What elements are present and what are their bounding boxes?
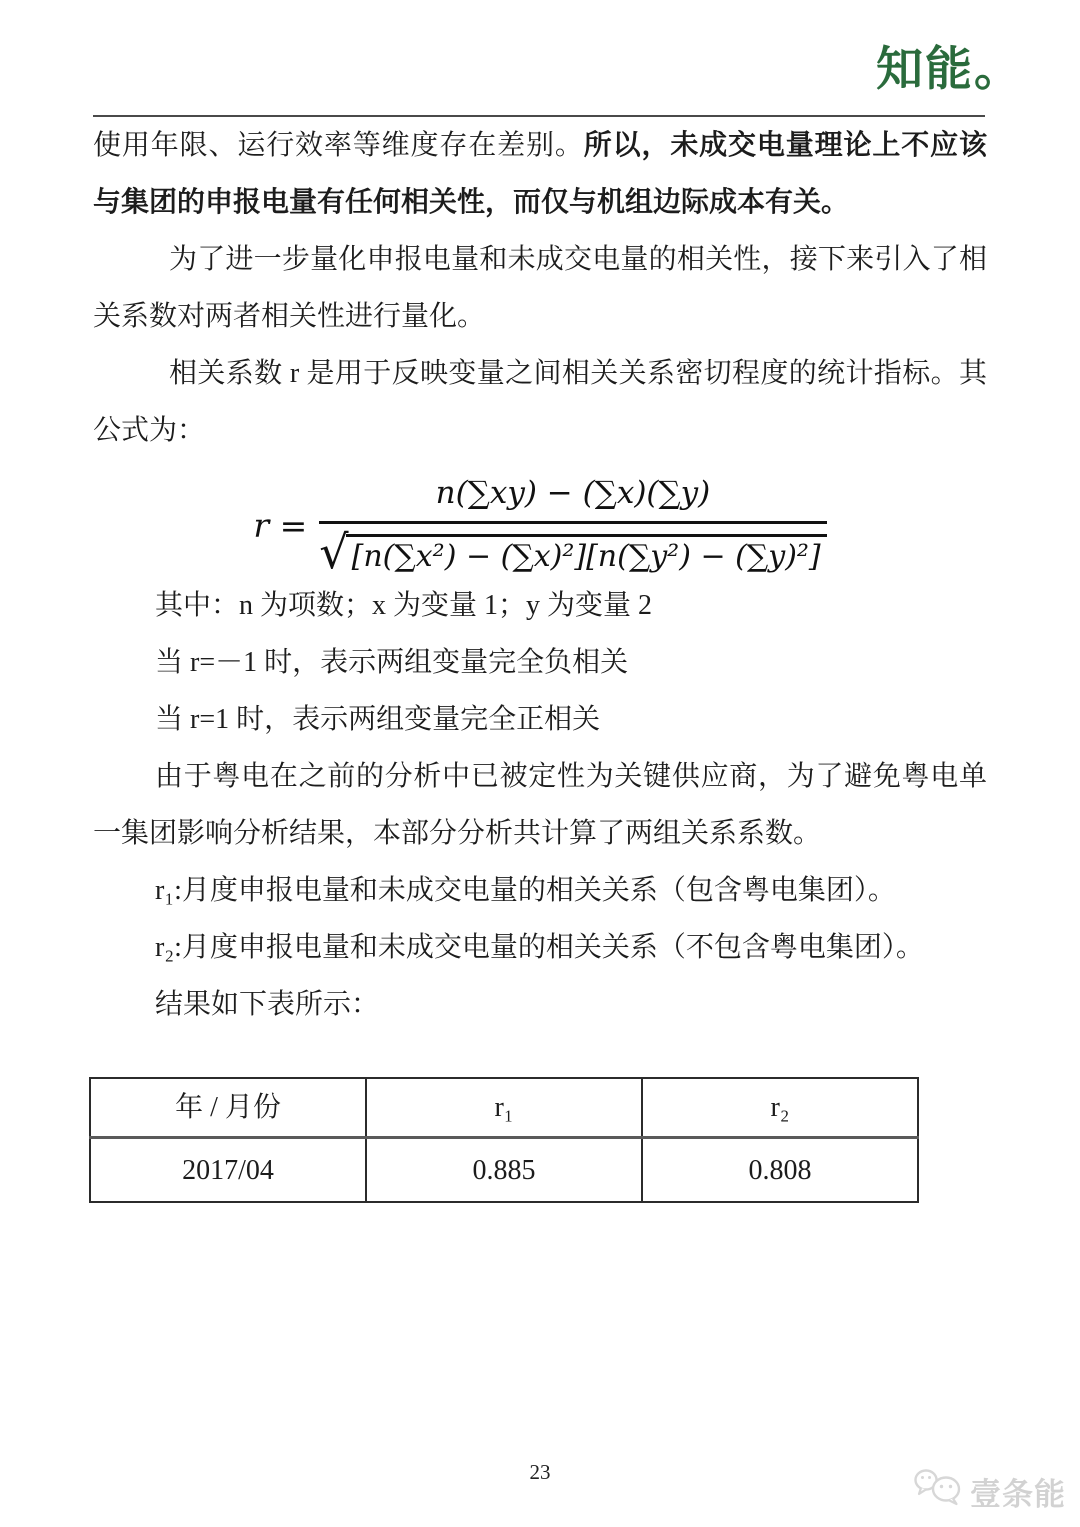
document-body	[93, 117, 987, 1203]
table-header-r2: r₂	[642, 1078, 918, 1138]
line-case-negative: 当 r=－1 时，表示两组变量完全负相关	[155, 647, 629, 679]
table-cell-month: 2017/04	[90, 1138, 366, 1203]
table-cell-r1: 0.885	[366, 1138, 642, 1203]
line-table-intro: 结果如下表所示：	[155, 989, 380, 1021]
brand-logo: 知能。	[876, 42, 1023, 97]
formula-radicand: [n(∑x²) − (∑x)²][n(∑y²) − (∑y)²]	[346, 534, 827, 578]
paragraph-quantify: 为了进一步量化申报电量和未成交电量的相关性，接下来引入了相关系数对两者相关性进行量化。	[93, 244, 987, 332]
wechat-icon	[913, 1467, 965, 1515]
correlation-result-table	[89, 1077, 919, 1203]
formula-fraction	[319, 473, 826, 577]
line-r1-definition: r₁:月度申报电量和未成交电量的相关关系（包含粤电集团）。	[155, 875, 896, 907]
line-variables: 其中：n 为项数；x 为变量 1；y 为变量 2	[155, 590, 653, 622]
paragraph-intro-bold: 所以，未成交电量理论上不应该与集团的申报电量有任何相关性，而仅与机组边际成本有关。	[93, 130, 987, 218]
table-header-r1: r₁	[366, 1078, 642, 1138]
paragraph-intro	[93, 117, 987, 231]
radical-icon: √	[319, 524, 349, 579]
formula-numerator: n(∑xy) − (∑x)(∑y)	[435, 475, 711, 511]
table-row	[90, 1138, 918, 1203]
page-number: 23	[529, 1460, 551, 1484]
table-header-row	[90, 1078, 918, 1138]
line-r2-definition: r₂:月度申报电量和未成交电量的相关关系（不包含粤电集团）。	[155, 932, 924, 964]
page-header	[93, 0, 1023, 117]
formula-denominator	[319, 521, 826, 578]
formula-lhs: r =	[253, 505, 308, 545]
watermark-text: 壹条能	[970, 1476, 1066, 1513]
table-header-month: 年 / 月份	[90, 1078, 366, 1138]
paragraph-definition: 相关系数 r 是用于反映变量之间相关关系密切程度的统计指标。其公式为：	[93, 358, 987, 446]
paragraph-intro-regular: 使用年限、运行效率等维度存在差别。	[93, 130, 584, 161]
watermark	[913, 1467, 1066, 1515]
line-case-positive: 当 r=1 时，表示两组变量完全正相关	[155, 704, 601, 736]
table-cell-r2: 0.808	[642, 1138, 918, 1203]
correlation-formula	[93, 473, 987, 577]
paragraph-yuedian: 由于粤电在之前的分析中已被定性为关键供应商，为了避免粤电单一集团影响分析结果，本部分分析共计算了两组关系系数。	[93, 761, 987, 850]
